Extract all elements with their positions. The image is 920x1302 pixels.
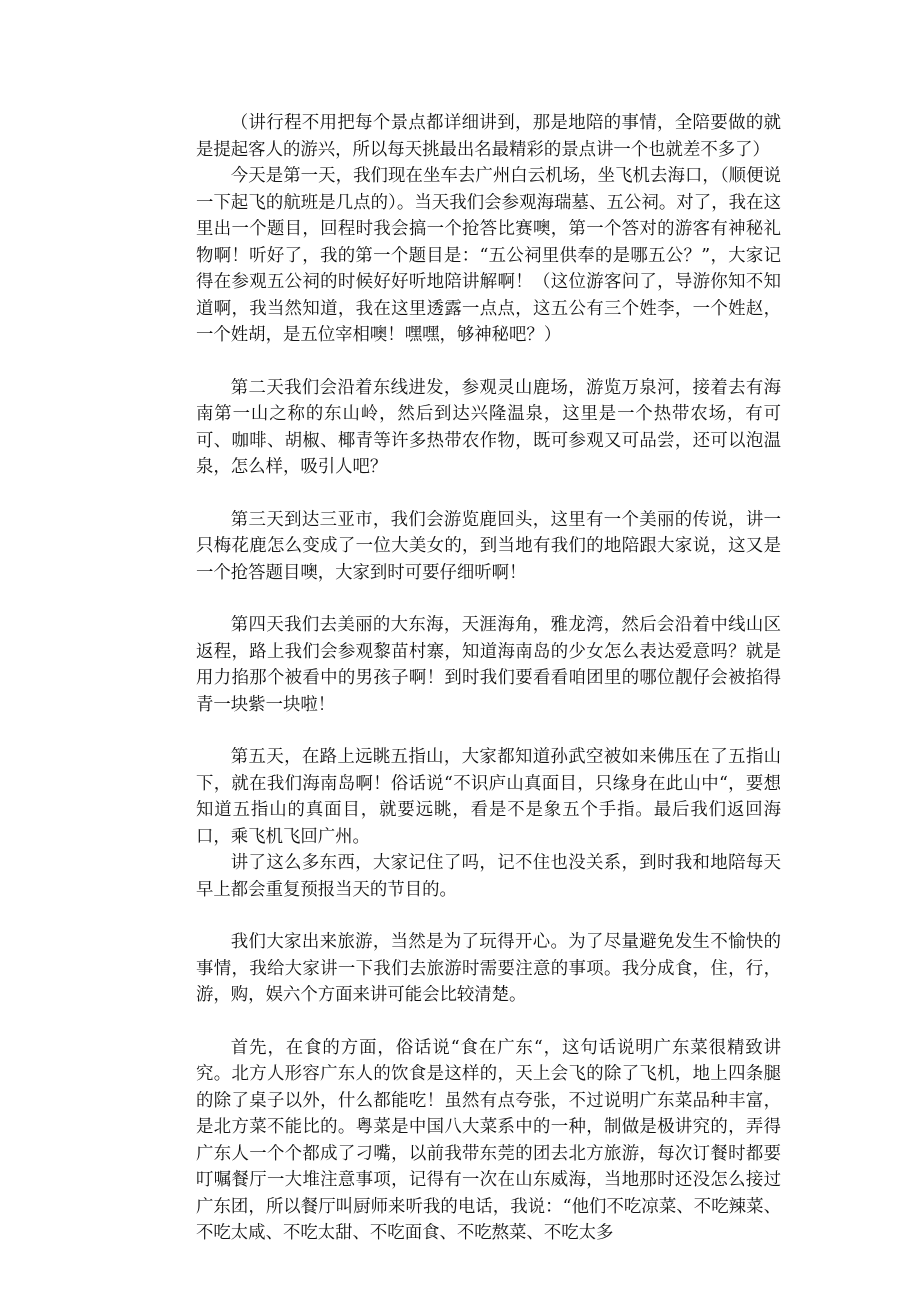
paragraph-intro-note: （讲行程不用把每个景点都详细讲到，那是地陪的事情，全陪要做的就是提起客人的游兴，所以每天挑最出名最精彩的景点讲一个也就差不多了）: [196, 113, 781, 160]
paragraph-day-five: 第五天，在路上远眺五指山，大家都知道孙武空被如来佛压在了五指山下，就在我们海南岛啊！俗话说“不识庐山真面目，只缘身在此山中“，要想知道五指山的真面目，就要远眺，看是不是象五个手指。最后我们返回海口，乘飞机飞回广州。: [196, 747, 781, 847]
paragraph-travel-notes-intro: 我们大家出来旅游，当然是为了玩得开心。为了尽量避免发生不愉快的事情，我给大家讲一下我们去旅游时需要注意的事项。我分成食，住，行，游，购，娱六个方面来讲可能会比较清楚。: [196, 932, 781, 1005]
paragraph-day-one: 今天是第一天，我们现在坐车去广州白云机场，坐飞机去海口，（顺便说一下起飞的航班是几点的）。当天我们会参观海瑞墓、五公祠。对了，我在这里出一个题目，回程时我会搞一个抢答比赛噢，第一个答对的游客有神秘礼物啊！听好了，我的第一个题目是：“五公祠里供奉的是哪五公？”，大家记得在参观五公祠的时候好好听地陪讲解啊！（这位游客问了，导游你知不知道啊，我当然知道，我在这里透露一点点，这五公有三个姓李，一个姓赵，一个姓胡，是五位宰相噢！嘿嘿，够神秘吧？）: [196, 166, 781, 345]
paragraph-summary: 讲了这么多东西，大家记住了吗，记不住也没关系，到时我和地陪每天早上都会重复预报当天的节目的。: [196, 853, 781, 900]
paragraph-day-three: 第三天到达三亚市，我们会游览鹿回头，这里有一个美丽的传说，讲一只梅花鹿怎么变成了一位大美女的，到当地有我们的地陪跟大家说，这又是一个抢答题目噢，大家到时可要仔细听啊！: [196, 509, 781, 583]
paragraph-food-section: 首先，在食的方面，俗话说“食在广东“，这句话说明广东菜很精致讲究。北方人形容广东人的饮食是这样的，天上会飞的除了飞机，地上四条腿的除了桌子以外，什么都能吃！虽然有点夸张，不过说明广东菜品种丰富，是北方菜不能比的。粤菜是中国八大菜系中的一种，制做是极讲究的，弄得广东人一个个都成了刁嘴，以前我带东莞的团去北方旅游，每次订餐时都要叮嘱餐厅一大堆注意事项，记得有一次在山东威海，当地那时还没怎么接过广东团，所以餐厅叫厨师来听我的电话，我说：“他们不吃凉菜、不吃辣菜、不吃太咸、不吃太甜、不吃面食、不吃熬菜、不吃太多: [196, 1037, 781, 1243]
paragraph-day-two: 第二天我们会沿着东线进发，参观灵山鹿场，游览万泉河，接着去有海南第一山之称的东山岭，然后到达兴隆温泉，这里是一个热带农场，有可可、咖啡、胡椒、椰青等许多热带农作物，既可参观又可品尝，还可以泡温泉，怎么样，吸引人吧？: [196, 377, 781, 477]
paragraph-day-four: 第四天我们去美丽的大东海，天涯海角，雅龙湾，然后会沿着中线山区返程，路上我们会参观黎苗村寨，知道海南岛的少女怎么表达爱意吗？就是用力掐那个被看中的男孩子啊！到时我们要看看咱团里的哪位靓仔会被掐得青一块紫一块啦！: [196, 615, 781, 715]
document-body: [196, 110, 781, 1247]
